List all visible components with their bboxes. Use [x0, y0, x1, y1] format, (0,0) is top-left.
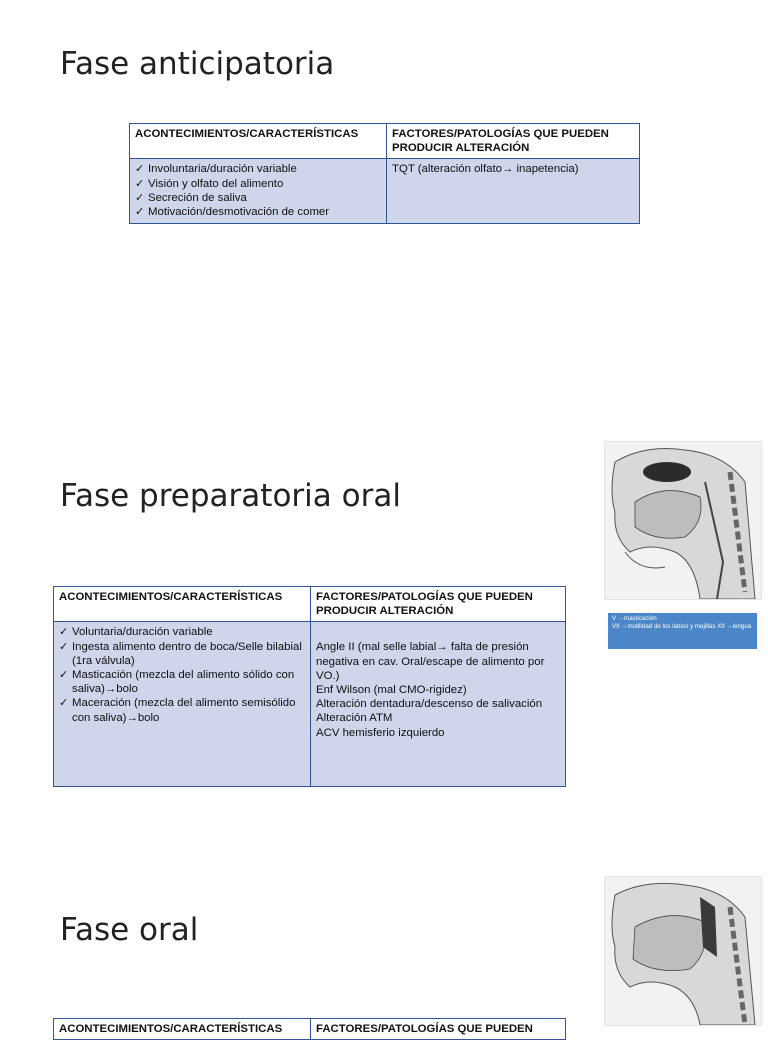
table-anticipatoria [129, 123, 640, 224]
section-title-anticipatoria: Fase anticipatoria [60, 46, 335, 82]
table-oral [53, 1018, 566, 1040]
cranial-nerve-note [608, 613, 757, 649]
head-anatomy-drawing-2 [605, 877, 761, 1025]
section-title-oral: Fase oral [60, 912, 199, 948]
event-item: ✓ Involuntaria/duración variable [135, 162, 381, 176]
head-anatomy-illustration-2 [604, 876, 762, 1026]
table-header-factors: FACTORES/PATOLOGÍAS QUE PUEDEN PRODUCIR ALTERACIÓN [311, 587, 566, 622]
event-item: ✓ Motivación/desmotivación de comer [135, 205, 381, 219]
table-preparatoria [53, 586, 566, 787]
table-header-events: ACONTECIMIENTOS/CARACTERÍSTICAS [130, 124, 387, 159]
factors-cell [387, 159, 640, 224]
event-item: ✓ Maceración (mezcla del alimento semisólido con saliva)→bolo [59, 696, 305, 724]
events-cell [130, 159, 387, 224]
factor-item: Alteración dentadura/descenso de salivación [316, 698, 543, 711]
factor-item: ACV hemisferio izquierdo [316, 726, 445, 739]
event-item: ✓ Ingesta alimento dentro de boca/Selle bilabial (1ra válvula) [59, 640, 305, 668]
factors-cell [311, 622, 566, 787]
table-header-factors: FACTORES/PATOLOGÍAS QUE PUEDEN PRODUCIR ALTERACIÓN [387, 124, 640, 159]
factor-item: TQT (alteración olfato→ inapetencia) [392, 163, 579, 176]
note-line: V →masticación [612, 615, 657, 622]
event-item: ✓ Voluntaria/duración variable [59, 625, 305, 639]
event-item: ✓ Masticación (mezcla del alimento sólido con saliva)→bolo [59, 668, 305, 696]
note-line: VII →motilidad de los labios y mejillas XII →lengua [612, 623, 752, 630]
head-anatomy-drawing [605, 442, 761, 599]
table-header-events: ACONTECIMIENTOS/CARACTERÍSTICAS [54, 587, 311, 622]
factor-item: Angle II (mal selle labial→ falta de presión negativa en cav. Oral/escape de alimento por VO.) [316, 641, 545, 682]
table-header-events: ACONTECIMIENTOS/CARACTERÍSTICAS [54, 1019, 311, 1040]
table-header-factors: FACTORES/PATOLOGÍAS QUE PUEDEN [311, 1019, 566, 1040]
head-anatomy-illustration [604, 441, 762, 600]
event-item: ✓ Visión y olfato del alimento [135, 177, 381, 191]
event-item: ✓ Secreción de saliva [135, 191, 381, 205]
factor-item: Alteración ATM [316, 712, 393, 725]
section-title-preparatoria: Fase preparatoria oral [60, 478, 401, 514]
events-cell [54, 622, 311, 787]
factor-item: Enf Wilson (mal CMO-rigidez) [316, 684, 467, 697]
